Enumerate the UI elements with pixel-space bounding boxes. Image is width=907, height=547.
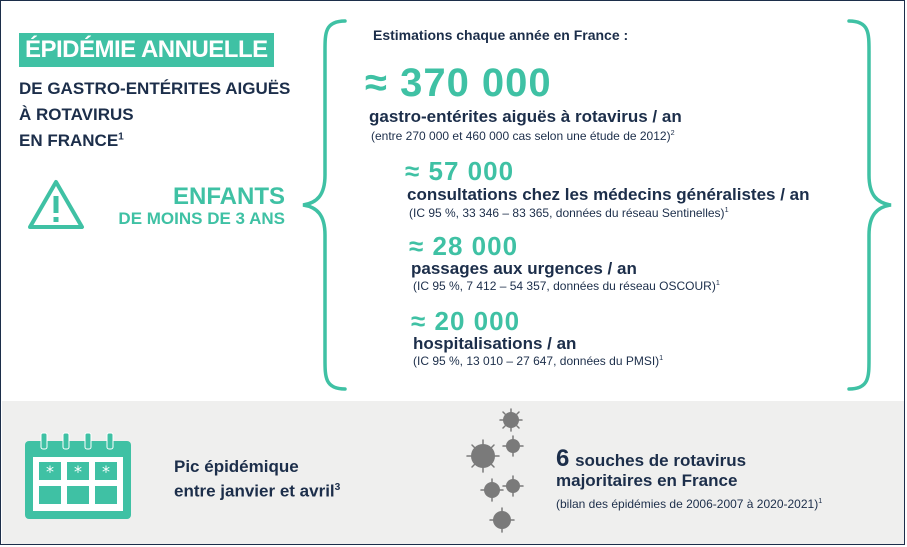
estimate-note-hospital-text: (IC 95 %, 13 010 – 27 647, données du PMSI) (413, 354, 660, 368)
estimate-ref-hospital: 1 (659, 353, 664, 362)
warning-icon (27, 179, 85, 231)
estimate-value-emergency (409, 231, 518, 262)
estimate-label-cases: gastro-entérites aiguës à rotavirus / an (369, 107, 682, 126)
kids-subheading: DE MOINS DE 3 ANS (118, 209, 285, 228)
estimate-note-cases-text: (entre 270 000 et 460 000 cas selon une étude de 2012) (371, 129, 671, 143)
estimate-note-emergency (413, 278, 720, 293)
svg-text:*: * (102, 462, 110, 481)
strains-line-2: majoritaires en France (556, 471, 738, 490)
subtitle-line-2: À ROTAVIRUS (19, 105, 134, 124)
subtitle-line-3 (19, 131, 124, 151)
approx-symbol: ≈ (409, 231, 425, 261)
subtitle-line-1: DE GASTRO-ENTÉRITES AIGUËS (19, 79, 291, 98)
estimate-value-consultations-text: 57 000 (428, 156, 515, 186)
peak-line-2-text: entre janvier et avril (174, 481, 335, 501)
left-brace (299, 19, 349, 391)
approx-symbol: ≈ (365, 61, 388, 105)
peak-ref: 3 (334, 482, 341, 493)
estimate-note-emergency-text: (IC 95 %, 7 412 – 54 357, données du réseau OSCOUR) (413, 279, 716, 293)
estimate-note-consultations-text: (IC 95 %, 33 346 – 83 365, données du réseau Sentinelles) (409, 206, 725, 220)
svg-text:*: * (74, 462, 82, 481)
strains-text (556, 445, 823, 514)
estimate-note-consultations (409, 205, 729, 220)
approx-symbol: ≈ (411, 306, 427, 336)
approx-symbol: ≈ (405, 156, 421, 186)
page-title: ÉPIDÉMIE ANNUELLE (19, 33, 274, 67)
virus-icon (456, 406, 536, 536)
svg-text:*: * (46, 462, 54, 481)
kids-heading: ENFANTS (172, 183, 285, 210)
subtitle-ref: 1 (118, 131, 124, 143)
strains-note (556, 491, 822, 514)
subtitle-line-3-text: EN FRANCE (19, 131, 119, 150)
estimates-heading: Estimations chaque année en France : (373, 27, 629, 43)
estimate-label-hospital: hospitalisations / an (413, 334, 577, 353)
estimate-label-emergency: passages aux urgences / an (411, 259, 637, 278)
calendar-icon (23, 431, 133, 521)
estimate-value-hospital-text: 20 000 (434, 306, 521, 336)
estimate-value-cases (365, 61, 552, 106)
strains-line-1-text: souches de rotavirus (575, 451, 747, 470)
estimate-value-emergency-text: 28 000 (432, 231, 519, 261)
strains-line-1 (556, 445, 822, 472)
estimate-label-consultations: consultations chez les médecins généralistes / an (407, 185, 810, 204)
peak-line-1: Pic épidémique (174, 457, 299, 476)
strains-number: 6 (556, 445, 571, 472)
peak-line-2 (174, 477, 340, 502)
estimate-ref-emergency: 1 (715, 278, 720, 287)
strains-note-text: (bilan des épidémies de 2006-2007 à 2020-2021) (556, 497, 819, 511)
peak-text (174, 456, 340, 502)
estimate-ref-consultations: 1 (724, 205, 729, 214)
right-brace (845, 19, 895, 391)
estimate-value-consultations (405, 156, 514, 187)
estimate-value-hospital (411, 306, 520, 337)
estimate-note-cases (371, 128, 675, 143)
estimate-note-hospital (413, 353, 663, 368)
strains-ref: 1 (818, 496, 823, 505)
estimate-ref-cases: 2 (670, 128, 675, 137)
estimate-value-cases-text: 370 000 (400, 61, 552, 105)
